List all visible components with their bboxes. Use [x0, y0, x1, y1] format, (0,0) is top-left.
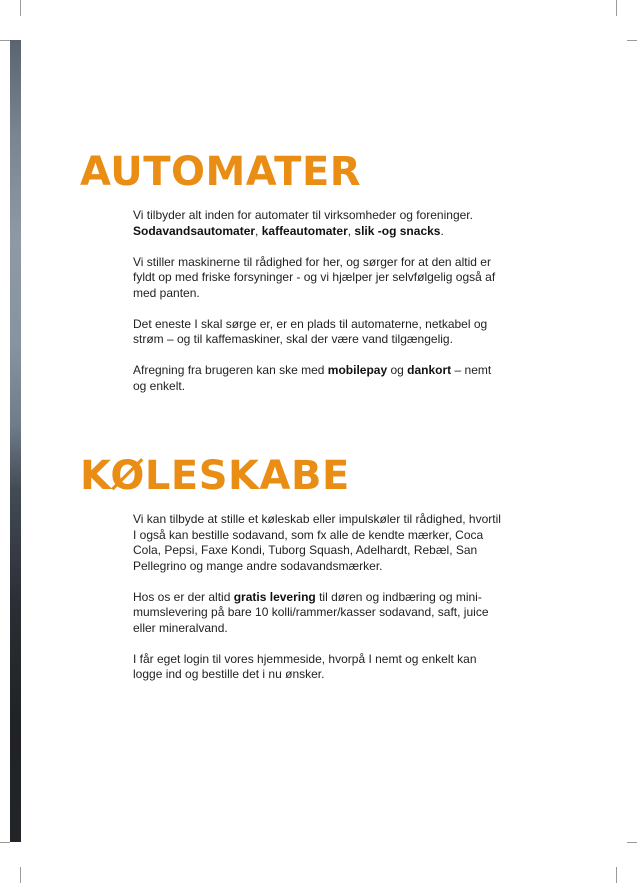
- crop-mark-bottom-right-h: [627, 842, 637, 843]
- koleskabe-body: [133, 512, 505, 698]
- automater-p1-bold-1: Sodavandsautomater: [133, 223, 256, 238]
- automater-p4-bold-2: dankort: [407, 363, 452, 377]
- koleskabe-heading: KØLESKABE: [80, 453, 350, 499]
- automater-body: [133, 208, 505, 410]
- automater-p4-bold-1: mobilepay: [327, 363, 388, 377]
- automater-p1-sep-1: ,: [255, 223, 262, 238]
- crop-mark-top-right-h: [627, 40, 637, 41]
- automater-p1-bold-3: slik -og snacks: [354, 223, 441, 238]
- automater-p4-mid: og: [387, 363, 408, 377]
- crop-mark-bottom-right-v: [616, 867, 617, 883]
- automater-paragraph-1: [133, 208, 505, 239]
- automater-p1-text: Vi tilbyder alt inden for automater til virksomheder og foreninger.: [133, 208, 473, 222]
- crop-mark-bottom-left-v: [20, 867, 21, 883]
- crop-mark-top-left-h: [0, 40, 10, 41]
- automater-p1-sep-2: ,: [347, 223, 355, 238]
- crop-mark-top-right-v: [616, 0, 617, 16]
- crop-mark-top-left-v: [20, 0, 21, 16]
- crop-mark-bottom-left-h: [0, 842, 10, 843]
- automater-paragraph-2: Vi stiller maskinerne til rådighed for her, og sørger for at den altid er fyldt op med friske forsyninger - og vi hjælper jer selvfølgelig også af med panten.: [133, 254, 496, 300]
- automater-p1-end: .: [440, 223, 444, 238]
- bleed-photo-strip: [10, 40, 21, 842]
- automater-paragraph-4: [133, 363, 505, 394]
- automater-p4-pre: Afregning fra brugeren kan ske med: [133, 363, 328, 377]
- automater-paragraph-3: Det eneste I skal sørge er, er en plads til automaterne, netkabel og strøm – og til kaffemaskiner, skal der være vand tilgængelig.: [133, 316, 488, 346]
- koleskabe-paragraph-1: Vi kan tilbyde at stille et køleskab eller impulskøler til rådighed, hvortil I også kan bestille sodavand, som fx alle de kendte mærker, Coca Cola, Pepsi, Faxe Kondi, Tuborg Squash, Adelhardt, Rebæl, San Pellegrino og mange andre sodavandsmærker.: [133, 512, 501, 573]
- koleskabe-p2-post: til døren og indbæring og mini-mumslevering på bare 10 kolli/rammer/kasser sodavand, saft, juice eller mineralvand.: [133, 589, 489, 635]
- koleskabe-p2-bold: gratis levering: [233, 589, 316, 604]
- koleskabe-paragraph-3: I får eget login til vores hjemmeside, hvorpå I nemt og enkelt kan logge ind og bestille det i nu ønsker.: [133, 651, 477, 681]
- automater-heading: AUTOMATER: [80, 149, 362, 195]
- koleskabe-paragraph-2: [133, 590, 505, 637]
- automater-p4-post: – nemt og enkelt.: [133, 363, 492, 393]
- automater-p1-bold-2: kaffeautomater: [261, 223, 348, 238]
- koleskabe-p2-pre: Hos os er der altid: [133, 589, 234, 604]
